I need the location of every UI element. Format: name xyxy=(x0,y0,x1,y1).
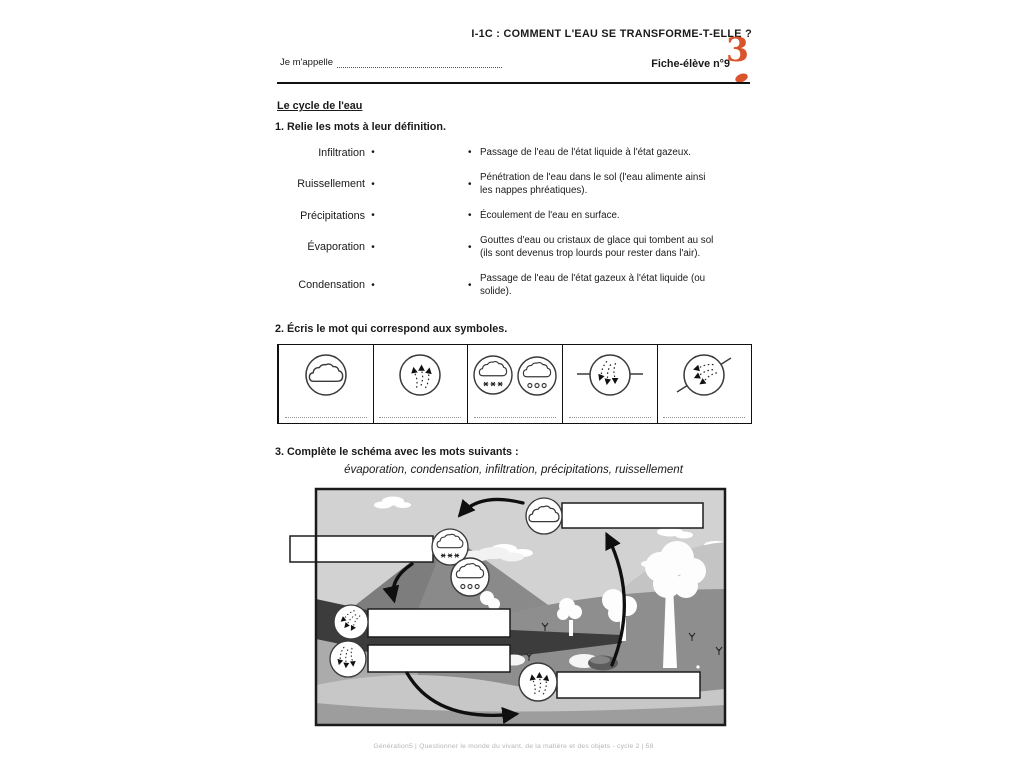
connector-dot[interactable]: • xyxy=(468,178,472,190)
runoff-slope-arrows-icon xyxy=(659,348,749,404)
connector-dot[interactable]: • xyxy=(468,210,472,221)
blank-box-precipitations[interactable] xyxy=(290,536,433,562)
connector-dot[interactable]: • xyxy=(468,279,472,291)
infiltration-down-arrows-icon xyxy=(565,348,655,404)
symbol-cell-condensation xyxy=(278,345,373,423)
section-title: Le cycle de l'eau xyxy=(277,100,363,112)
cycle-badge-number: 3 xyxy=(726,30,749,69)
question3-label: 3. Complète le schéma avec les mots suivants : xyxy=(275,446,519,458)
connector-dot[interactable]: • xyxy=(371,241,375,253)
match-row xyxy=(277,171,747,197)
match-definition: Passage de l'eau de l'état liquide à l'état gazeux. xyxy=(480,147,691,158)
connector-dot[interactable]: • xyxy=(371,210,375,221)
symbol-cell-infiltration xyxy=(562,345,657,423)
rain-cloud-icon xyxy=(451,558,489,596)
answer-line[interactable] xyxy=(285,417,367,418)
match-word: Ruissellement xyxy=(297,178,365,190)
name-line-label: Je m'appelle xyxy=(280,57,334,68)
condensation-cloud-icon xyxy=(526,498,562,534)
match-row xyxy=(277,146,747,159)
match-word: Évaporation xyxy=(307,241,365,253)
blank-box-condensation[interactable] xyxy=(562,503,703,528)
white-dot xyxy=(696,665,699,668)
name-line xyxy=(280,56,502,68)
connector-dot[interactable]: • xyxy=(371,147,375,158)
symbol-cell-runoff xyxy=(657,345,752,423)
symbols-table xyxy=(277,344,752,424)
precipitation-snow-and-rain-clouds-icon xyxy=(468,348,562,404)
sheet-number-label: Fiche-élève n°9 xyxy=(651,58,730,70)
match-row xyxy=(277,272,747,298)
match-row xyxy=(277,209,747,222)
symbol-cell-precipitations xyxy=(467,345,562,423)
answer-line[interactable] xyxy=(663,417,745,418)
water-cycle-diagram xyxy=(286,487,728,727)
word-bank: évaporation, condensation, infiltration, précipitations, ruissellement xyxy=(344,464,683,476)
match-definition: Gouttes d'eau ou cristaux de glace qui tombent au sol (ils sont devenus trop lourds pour rester dans l'air). xyxy=(480,235,714,259)
rock-highlight xyxy=(590,656,610,664)
question2-label: 2. Écris le mot qui correspond aux symboles. xyxy=(275,323,508,335)
answer-line[interactable] xyxy=(569,417,651,418)
condensation-cloud-icon xyxy=(281,348,371,404)
evaporation-up-arrows-icon xyxy=(375,348,465,404)
match-word: Condensation xyxy=(298,279,365,291)
match-word: Infiltration xyxy=(318,146,365,159)
question1-label: 1. Relie les mots à leur définition. xyxy=(275,121,446,133)
match-definition: Écoulement de l'eau en surface. xyxy=(480,210,620,221)
blank-box-infiltration[interactable] xyxy=(368,645,510,672)
answer-line[interactable] xyxy=(474,417,557,418)
blank-box-ruissellement[interactable] xyxy=(368,609,510,637)
symbol-cell-evaporation xyxy=(373,345,468,423)
infiltration-arrows-icon xyxy=(330,641,366,677)
runoff-arrows-icon xyxy=(334,605,368,639)
header-rule xyxy=(277,82,750,84)
connector-dot[interactable]: • xyxy=(468,147,472,158)
match-definition: Pénétration de l'eau dans le sol (l'eau alimente ainsi les nappes phréatiques). xyxy=(480,172,706,196)
connector-dot[interactable]: • xyxy=(371,279,375,291)
name-blank-line[interactable] xyxy=(337,56,502,68)
match-definition: Passage de l'eau de l'état gazeux à l'état liquide (ou solide). xyxy=(480,273,706,297)
blank-box-evaporation[interactable] xyxy=(557,672,700,698)
connector-dot[interactable]: • xyxy=(371,178,375,190)
matching-exercise xyxy=(277,146,747,310)
connector-dot[interactable]: • xyxy=(468,241,472,253)
page-footer: Génération5 | Questionner le monde du vivant, de la matière et des objets - cycle 2 | 58 xyxy=(373,743,654,750)
answer-line[interactable] xyxy=(379,417,461,418)
match-row xyxy=(277,234,747,260)
match-word: Précipitations xyxy=(300,209,365,222)
evaporation-arrows-icon xyxy=(519,663,557,701)
page-title: I-1C : COMMENT L'EAU SE TRANSFORME-T-ELLE ? xyxy=(471,28,752,40)
